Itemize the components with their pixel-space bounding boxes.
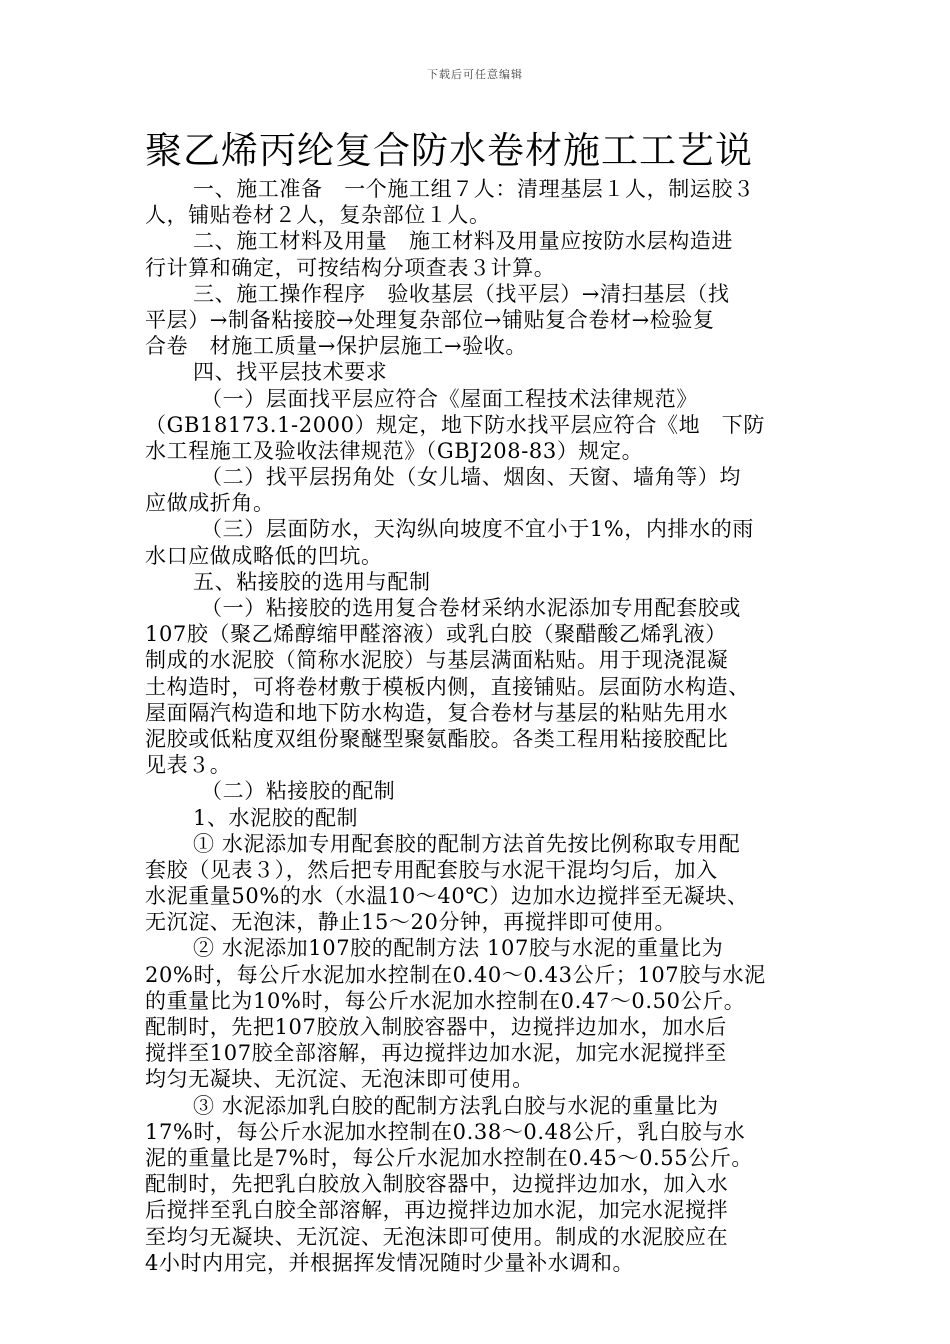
paragraph-line: 的重量比为10%时，每公斤水泥加水控制在0.47～0.50公斤。 (145, 988, 746, 1013)
paragraph-line: 泥胶或低粘度双组份聚醚型聚氨酯胶。各类工程用粘接胶配比 (145, 726, 729, 751)
document-title: 聚乙烯丙纶复合防水卷材施工工艺说 (145, 129, 753, 172)
paragraph-line: ③ 水泥添加乳白胶的配制方法乳白胶与水泥的重量比为 (193, 1093, 719, 1118)
paragraph-line: 至均匀无凝块、无沉淀、无泡沫即可使用。制成的水泥胶应在 (145, 1224, 729, 1249)
section-heading: 四、找平层技术要求 (193, 360, 388, 385)
header-note: 下载后可任意编辑 (427, 68, 523, 81)
paragraph-line: 水工程施工及验收法律规范》（GBJ208-83）规定。 (145, 438, 644, 463)
paragraph-line: 配制时，先把乳白胶放入制胶容器中，边搅拌边加水，加入水 (145, 1172, 729, 1197)
paragraph-line: 一、施工准备 一个施工组７人：清理基层１人，制运胶３ (193, 177, 755, 201)
paragraph-line: （一）层面找平层应符合《屋面工程技术法律规范》 (201, 386, 698, 411)
paragraph-line: 搅拌至107胶全部溶解，再边搅拌边加水泥，加完水泥搅拌至 (145, 1041, 727, 1066)
paragraph-line: （三）层面防水，天沟纵向坡度不宜小于1%，内排水的雨 (201, 517, 754, 542)
paragraph-line: 应做成折角。 (145, 491, 275, 516)
document-body (145, 176, 810, 1276)
paragraph-line: 制成的水泥胶（简称水泥胶）与基层满面粘贴。用于现浇混凝 (145, 648, 729, 673)
paragraph-line: 水口应做成略低的凹坑。 (145, 543, 383, 568)
paragraph-line: 配制时，先把107胶放入制胶容器中，边搅拌边加水，加水后 (145, 1015, 727, 1039)
paragraph-line: 后搅拌至乳白胶全部溶解，再边搅拌边加水泥，加完水泥搅拌 (145, 1198, 729, 1223)
paragraph-line: 合卷 材施工质量→保护层施工→验收。 (145, 334, 527, 359)
paragraph-line: （一）粘接胶的选用复合卷材采纳水泥添加专用配套胶或 (201, 596, 741, 620)
paragraph-line: 平层）→制备粘接胶→处理复杂部位→铺贴复合卷材→检验复 (145, 307, 715, 332)
paragraph-line: 三、施工操作程序 验收基层（找平层）→清扫基层（找 (193, 281, 730, 306)
paragraph-line: 4小时内用完，并根据挥发情况随时少量补水调和。 (145, 1250, 635, 1275)
section-heading: 1、水泥胶的配制 (193, 805, 359, 830)
paragraph-line: （二）找平层拐角处（女儿墙、烟囱、天窗、墙角等）均 (201, 465, 741, 490)
paragraph-line: 屋面隔汽构造和地下防水构造，复合卷材与基层的粘贴先用水 (145, 700, 729, 725)
section-heading: （二）粘接胶的配制 (201, 779, 396, 804)
paragraph-line: 水泥重量50%的水（水温10～40℃）边加水边搅拌至无凝块、 (145, 884, 749, 909)
paragraph-line: 套胶（见表３），然后把专用配套胶与水泥干混均匀后，加入 (145, 857, 718, 882)
paragraph-line: 见表３。 (145, 753, 232, 778)
paragraph-line: （GB18173.1-2000）规定，地下防水找平层应符合《地 下防 (145, 412, 765, 437)
paragraph-line: ① 水泥添加专用配套胶的配制方法首先按比例称取专用配 (193, 831, 741, 856)
paragraph-line: 土构造时，可将卷材敷于模板内侧，直接铺贴。层面防水构造、 (145, 674, 750, 699)
paragraph-line: 17%时，每公斤水泥加水控制在0.38～0.48公斤，乳白胶与水 (145, 1119, 746, 1144)
paragraph-line: 二、施工材料及用量 施工材料及用量应按防水层构造进 (193, 229, 733, 254)
paragraph-line: 泥的重量比是7%时，每公斤水泥加水控制在0.45～0.55公斤。 (145, 1145, 754, 1170)
paragraph-line: 无沉淀、无泡沫，静止15～20分钟，再搅拌即可使用。 (145, 910, 677, 935)
paragraph-line: ② 水泥添加107胶的配制方法 107胶与水泥的重量比为 (193, 936, 724, 961)
paragraph-line: 人，铺贴卷材２人，复杂部位１人。 (145, 203, 491, 228)
paragraph-line: 均匀无凝块、无沉淀、无泡沫即可使用。 (145, 1067, 534, 1092)
paragraph-line: 20%时，每公斤水泥加水控制在0.40～0.43公斤；107胶与水泥 (145, 962, 766, 987)
paragraph-line: 107胶（聚乙烯醇缩甲醛溶液）或乳白胶（聚醋酸乙烯乳液） (145, 622, 727, 647)
section-heading: 五、粘接胶的选用与配制 (193, 569, 431, 594)
paragraph-line: 行计算和确定，可按结构分项查表３计算。 (145, 255, 556, 280)
